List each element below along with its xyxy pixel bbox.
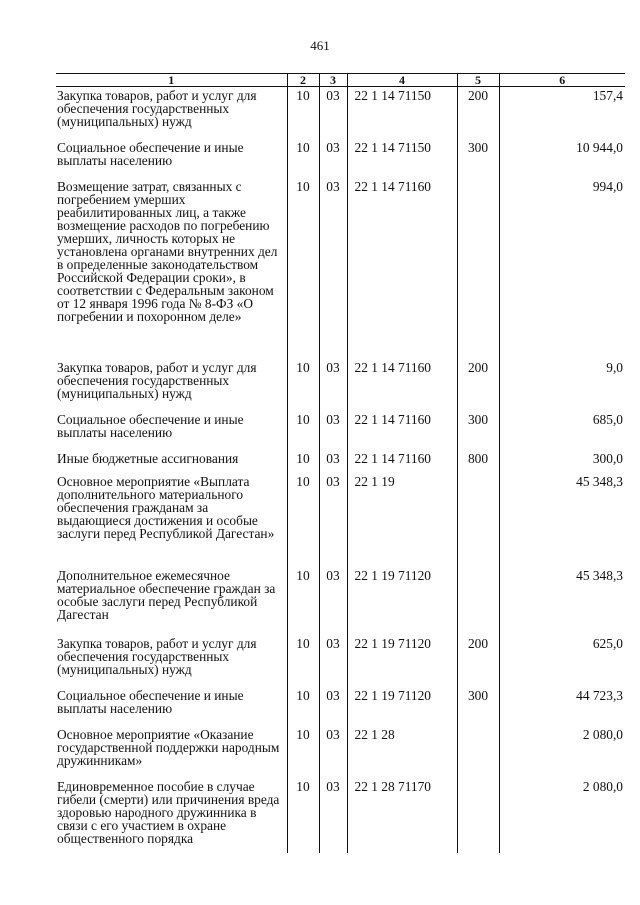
- row-amount: 300,0: [499, 450, 625, 473]
- row-section: 10: [287, 178, 319, 359]
- row-expense-type: [457, 473, 499, 567]
- row-name: Закупка товаров, работ и услуг для обеспечения государственных (муниципальных) нужд: [56, 635, 287, 687]
- row-expense-type: 800: [457, 450, 499, 473]
- row-subsection: 03: [319, 359, 347, 411]
- row-subsection: 03: [319, 778, 347, 853]
- row-subsection: 03: [319, 687, 347, 726]
- row-subsection: 03: [319, 87, 347, 140]
- row-amount: 685,0: [499, 411, 625, 450]
- row-subsection: 03: [319, 411, 347, 450]
- table-row: [56, 778, 625, 853]
- row-section: 10: [287, 473, 319, 567]
- table-row: [56, 87, 625, 140]
- row-name: Социальное обеспечение и иные выплаты населению: [56, 687, 287, 726]
- row-expense-type: 300: [457, 139, 499, 178]
- row-target-code: 22 1 19: [347, 473, 457, 567]
- row-amount: 45 348,3: [499, 473, 625, 567]
- row-amount: 10 944,0: [499, 139, 625, 178]
- row-section: 10: [287, 635, 319, 687]
- header-col-1: 1: [56, 74, 287, 87]
- row-expense-type: 200: [457, 359, 499, 411]
- row-name: Основное мероприятие «Оказание государственной поддержки народным дружинникам»: [56, 726, 287, 778]
- row-name: Закупка товаров, работ и услуг для обеспечения государственных (муниципальных) нужд: [56, 87, 287, 140]
- row-subsection: 03: [319, 139, 347, 178]
- table-row: [56, 726, 625, 778]
- table-row: [56, 178, 625, 359]
- row-amount: 157,4: [499, 87, 625, 140]
- row-name: Единовременное пособие в случае гибели (смерти) или причинения вреда здоровью народного дружинника в связи с его участием в охране общественного порядка: [56, 778, 287, 853]
- row-subsection: 03: [319, 178, 347, 359]
- row-target-code: 22 1 28 71170: [347, 778, 457, 853]
- header-col-5: 5: [457, 74, 499, 87]
- row-name: Закупка товаров, работ и услуг для обеспечения государственных (муниципальных) нужд: [56, 359, 287, 411]
- table-row: [56, 687, 625, 726]
- row-expense-type: 300: [457, 687, 499, 726]
- table-row: [56, 567, 625, 635]
- row-subsection: 03: [319, 567, 347, 635]
- row-name: Дополнительное ежемесячное материальное обеспечение граждан за особые заслуги перед Республикой Дагестан: [56, 567, 287, 635]
- row-expense-type: [457, 778, 499, 853]
- row-name: Иные бюджетные ассигнования: [56, 450, 287, 473]
- header-col-3: 3: [319, 74, 347, 87]
- row-amount: 44 723,3: [499, 687, 625, 726]
- table-row: [56, 139, 625, 178]
- row-name: Социальное обеспечение и иные выплаты населению: [56, 139, 287, 178]
- row-target-code: 22 1 19 71120: [347, 567, 457, 635]
- row-target-code: 22 1 14 71150: [347, 139, 457, 178]
- header-row: [56, 74, 625, 87]
- row-name: Возмещение затрат, связанных с погребением умерших реабилитированных лиц, а также возмещение расходов по погребению умерших, личность которых не установлена органами внутренних дел в определенные законодательством Российской Федерации сроки», в соответствии с Федеральным законом от 12 января 1996 года № 8-ФЗ «О погребении и похоронном деле»: [56, 178, 287, 359]
- row-target-code: 22 1 14 71160: [347, 411, 457, 450]
- row-target-code: 22 1 28: [347, 726, 457, 778]
- row-section: 10: [287, 411, 319, 450]
- row-target-code: 22 1 19 71120: [347, 635, 457, 687]
- row-amount: 2 080,0: [499, 726, 625, 778]
- row-amount: 45 348,3: [499, 567, 625, 635]
- row-subsection: 03: [319, 473, 347, 567]
- row-section: 10: [287, 87, 319, 140]
- header-col-2: 2: [287, 74, 319, 87]
- row-expense-type: 300: [457, 411, 499, 450]
- row-subsection: 03: [319, 635, 347, 687]
- row-target-code: 22 1 14 71160: [347, 450, 457, 473]
- row-target-code: 22 1 14 71160: [347, 178, 457, 359]
- row-amount: 625,0: [499, 635, 625, 687]
- row-expense-type: 200: [457, 635, 499, 687]
- row-amount: 994,0: [499, 178, 625, 359]
- row-section: 10: [287, 567, 319, 635]
- table-row: [56, 359, 625, 411]
- row-expense-type: [457, 178, 499, 359]
- row-subsection: 03: [319, 726, 347, 778]
- row-section: 10: [287, 139, 319, 178]
- table-row: [56, 411, 625, 450]
- row-amount: 2 080,0: [499, 778, 625, 853]
- row-section: 10: [287, 726, 319, 778]
- table-row: [56, 473, 625, 567]
- row-section: 10: [287, 359, 319, 411]
- row-expense-type: [457, 726, 499, 778]
- row-expense-type: [457, 567, 499, 635]
- header-col-6: 6: [499, 74, 625, 87]
- table-row: [56, 450, 625, 473]
- row-section: 10: [287, 778, 319, 853]
- row-target-code: 22 1 14 71150: [347, 87, 457, 140]
- row-target-code: 22 1 19 71120: [347, 687, 457, 726]
- row-target-code: 22 1 14 71160: [347, 359, 457, 411]
- row-name: Социальное обеспечение и иные выплаты населению: [56, 411, 287, 450]
- row-amount: 9,0: [499, 359, 625, 411]
- header-col-4: 4: [347, 74, 457, 87]
- row-name: Основное мероприятие «Выплата дополнительного материального обеспечения гражданам за выдающиеся достижения и особые заслуги перед Республикой Дагестан»: [56, 473, 287, 567]
- row-expense-type: 200: [457, 87, 499, 140]
- row-section: 10: [287, 450, 319, 473]
- table-row: [56, 635, 625, 687]
- row-section: 10: [287, 687, 319, 726]
- budget-table: [56, 73, 625, 853]
- row-subsection: 03: [319, 450, 347, 473]
- page-number: 461: [310, 38, 330, 53]
